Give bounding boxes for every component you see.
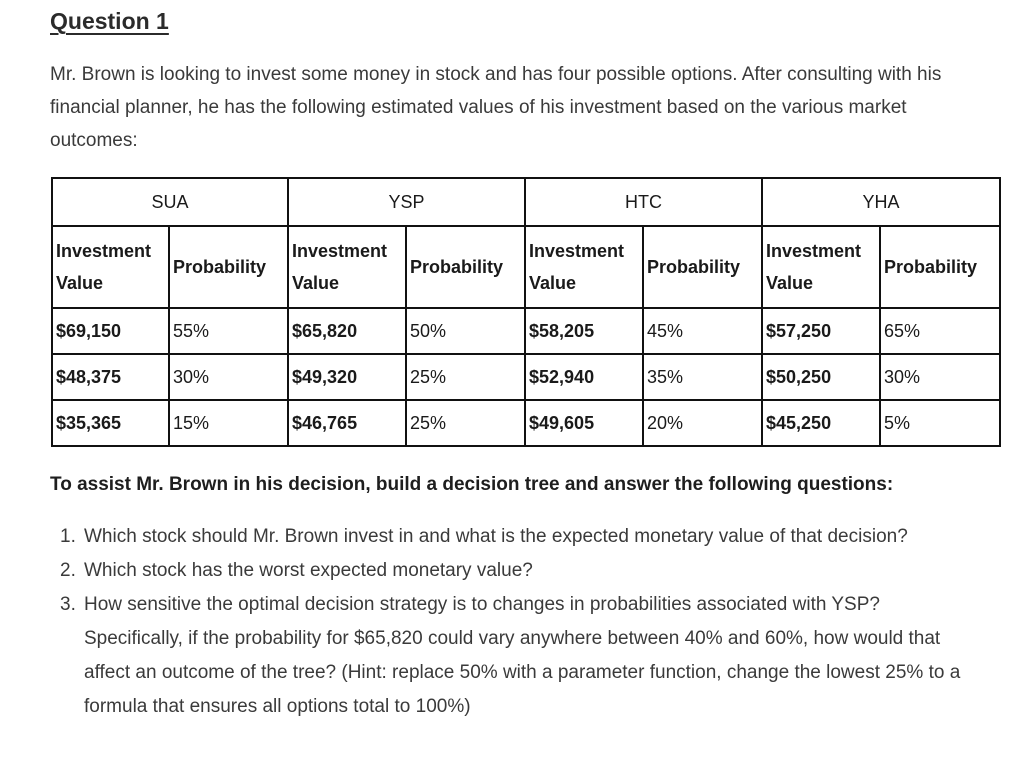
question-text: How sensitive the optimal decision strategy is to changes in probabilities associated with YSP? Specifically, if the probability for $65,820 could vary anywhere between 40% and 60%, how would that affect an outcome of the tree? (Hint: replace 50% with a parameter function, change the lowest 25% to a formula that ensures all options total to 100%) bbox=[84, 594, 961, 717]
value-cell: $49,605 bbox=[525, 400, 643, 446]
value-cell: $65,820 bbox=[288, 308, 406, 354]
column-header-investment-value: Investment Value bbox=[762, 226, 880, 308]
column-header-probability: Probability bbox=[880, 226, 1000, 308]
question-number: 3. bbox=[60, 594, 76, 615]
question-heading: Question 1 bbox=[50, 8, 169, 34]
probability-cell: 20% bbox=[643, 400, 762, 446]
probability-cell: 45% bbox=[643, 308, 762, 354]
probability-cell: 25% bbox=[406, 400, 525, 446]
question-text: Which stock should Mr. Brown invest in and what is the expected monetary value of that decision? bbox=[84, 526, 908, 547]
question-number: 2. bbox=[60, 560, 76, 581]
stock-header-ysp: YSP bbox=[288, 178, 525, 226]
stock-header-row bbox=[52, 178, 1000, 226]
list-item bbox=[60, 554, 984, 588]
value-cell: $69,150 bbox=[52, 308, 169, 354]
value-cell: $58,205 bbox=[525, 308, 643, 354]
value-cell: $52,940 bbox=[525, 354, 643, 400]
probability-cell: 50% bbox=[406, 308, 525, 354]
value-cell: $48,375 bbox=[52, 354, 169, 400]
value-cell: $45,250 bbox=[762, 400, 880, 446]
value-cell: $46,765 bbox=[288, 400, 406, 446]
question-list bbox=[60, 520, 984, 724]
column-header-probability: Probability bbox=[643, 226, 762, 308]
task-instruction: To assist Mr. Brown in his decision, build a decision tree and answer the following questions: bbox=[50, 474, 894, 495]
stock-header-yha: YHA bbox=[762, 178, 1000, 226]
column-header-probability: Probability bbox=[169, 226, 288, 308]
column-header-investment-value: Investment Value bbox=[525, 226, 643, 308]
probability-cell: 25% bbox=[406, 354, 525, 400]
list-item bbox=[60, 588, 984, 724]
probability-cell: 30% bbox=[169, 354, 288, 400]
column-header-row bbox=[52, 226, 1000, 308]
intro-paragraph: Mr. Brown is looking to invest some money in stock and has four possible options. After consulting with his financial planner, he has the following estimated values of his investment based on the various market outcomes: bbox=[50, 64, 942, 151]
probability-cell: 5% bbox=[880, 400, 1000, 446]
stock-header-htc: HTC bbox=[525, 178, 762, 226]
value-cell: $50,250 bbox=[762, 354, 880, 400]
table-row bbox=[52, 400, 1000, 446]
table-row bbox=[52, 354, 1000, 400]
table-row bbox=[52, 308, 1000, 354]
question-number: 1. bbox=[60, 526, 76, 547]
value-cell: $35,365 bbox=[52, 400, 169, 446]
probability-cell: 15% bbox=[169, 400, 288, 446]
column-header-probability: Probability bbox=[406, 226, 525, 308]
probability-cell: 55% bbox=[169, 308, 288, 354]
value-cell: $57,250 bbox=[762, 308, 880, 354]
stock-header-sua: SUA bbox=[52, 178, 288, 226]
column-header-investment-value: Investment Value bbox=[288, 226, 406, 308]
column-header-investment-value: Investment Value bbox=[52, 226, 169, 308]
probability-cell: 30% bbox=[880, 354, 1000, 400]
question-text: Which stock has the worst expected monetary value? bbox=[84, 560, 533, 581]
probability-cell: 65% bbox=[880, 308, 1000, 354]
list-item bbox=[60, 520, 984, 554]
value-cell: $49,320 bbox=[288, 354, 406, 400]
investment-table bbox=[51, 177, 1001, 447]
probability-cell: 35% bbox=[643, 354, 762, 400]
